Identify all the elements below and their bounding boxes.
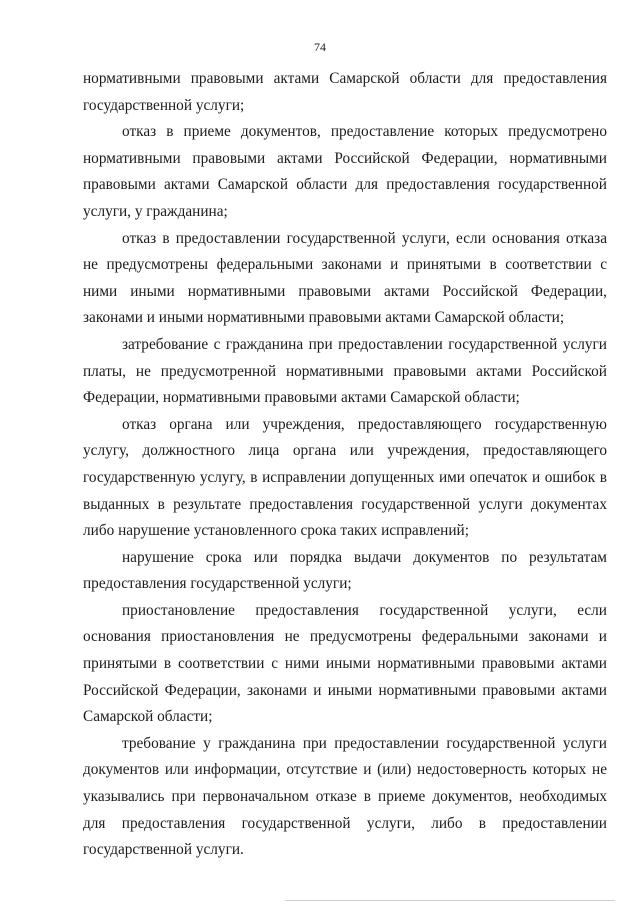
paragraph-3: отказ в предоставлении государственной услуги, если основания отказа не предусмотрены федеральными законами и принятыми в соответствии с ними иными нормативными правовыми актами Российской Федерации, законами и иными нормативными правовыми актами Самарской области; [83,229,607,327]
paragraph-1: нормативными правовыми актами Самарской области для предоставления государственной услуги; [83,70,607,114]
paragraph-5: отказ органа или учреждения, предоставляющего государственную услугу, должностного лица органа или учреждения, предоставляющего государственную услугу, в исправлении допущенных ими опечаток и ошибок в выданных в результате предоставления государственной услуги документах либо нарушение установленного срока таких исправлений; [83,415,607,540]
page-number: 74 [314,40,326,54]
paragraph-7: приостановление предоставления государственной услуги, если основания приостановления не предусмотрены федеральными законами и принятыми в соответствии с ними иными нормативными правовыми актами Российской Федерации, законами и иными нормативными правовыми актами Самарской области; [83,601,607,726]
paragraph-2: отказ в приеме документов, предоставление которых предусмотрено нормативными правовыми актами Российской Федерации, нормативными правовыми актами Самарской области для предоставления государственной услуги, у гражданина; [83,123,607,220]
scan-artifact-bottom-line [285,900,615,901]
document-body [83,66,607,864]
paragraph-4: затребование с гражданина при предоставлении государственной услуги платы, не предусмотренной нормативными правовыми актами Российской Федерации, нормативными правовыми актами Самарской области; [83,335,607,407]
paragraph-8: требование у гражданина при предоставлении государственной услуги документов или информации, отсутствие и (или) недостоверность которых не указывались при первоначальном отказе в приеме документов, необходимых для предоставления государственной услуги, либо в предоставлении государственной услуги. [83,734,607,859]
paragraph-6: нарушение срока или порядка выдачи документов по результатам предоставления государственной услуги; [83,548,607,593]
